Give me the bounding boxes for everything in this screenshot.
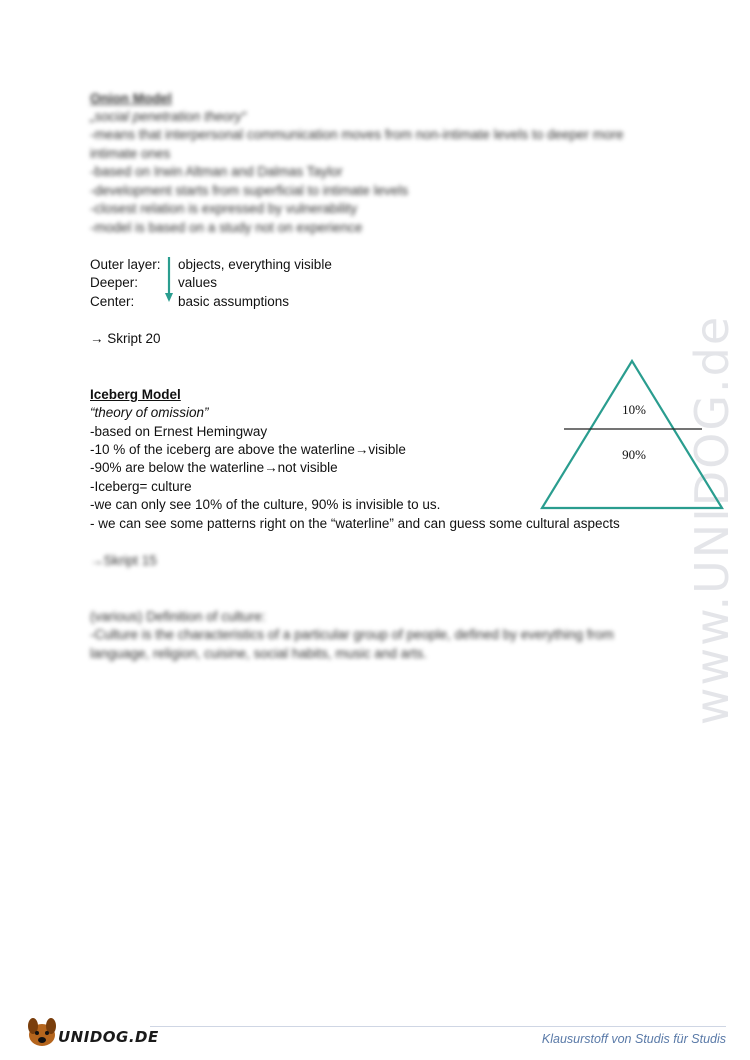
onion-bullet: -based on Irwin Altman and Dalmas Taylor [90, 164, 343, 179]
onion-bullet: -model is based on a study not on experience [90, 220, 363, 235]
footer-slogan: Klausurstoff von Studis für Studis [541, 1032, 726, 1046]
layer-value-deeper: values [178, 275, 218, 290]
label-10-percent: 10% [622, 402, 646, 417]
onion-bullet: -development starts from superficial to intimate levels [90, 183, 409, 198]
iceberg-bullet: -90% are below the waterline→not visible [90, 460, 338, 475]
down-arrow-icon [165, 257, 173, 303]
watermark: www.UNIDOG.de [685, 314, 739, 726]
iceberg-diagram [540, 358, 730, 513]
onion-title: Onion Model [90, 91, 172, 106]
label-90-percent: 90% [622, 447, 646, 462]
iceberg-subtitle: “theory of omission” [90, 405, 209, 420]
onion-bullet: -means that interpersonal communication moves from non-intimate levels to deeper more [90, 127, 624, 142]
dog-logo-icon [22, 1013, 62, 1049]
iceberg-triangle [542, 361, 722, 508]
iceberg-bullet: - we can see some patterns right on the “waterline” and can guess some cultural aspects [90, 516, 620, 531]
layer-value-outer: objects, everything visible [178, 257, 332, 272]
iceberg-bullet: -Iceberg= culture [90, 479, 192, 494]
iceberg-title: Iceberg Model [90, 387, 181, 402]
logo-text[interactable]: UNIDOG.DE [58, 1028, 159, 1046]
iceberg-bullet: -10 % of the iceberg are above the waterline→visible [90, 442, 406, 457]
definition-line: -Culture is the characteristics of a particular group of people, defined by everything from [90, 627, 614, 642]
footer-divider [150, 1026, 726, 1027]
layer-label-center: Center: [90, 294, 135, 309]
iceberg-bullet: -based on Ernest Hemingway [90, 424, 268, 439]
iceberg-reference: →Skript 15 [90, 553, 157, 568]
definition-line: language, religion, cuisine, social habits, music and arts. [90, 646, 427, 661]
layer-label-deeper: Deeper: [90, 275, 139, 290]
onion-reference: → Skript 20 [90, 331, 161, 346]
layer-label-outer: Outer layer: [90, 257, 161, 272]
onion-bullet: -closest relation is expressed by vulnerability [90, 201, 358, 216]
onion-subtitle: „social penetration theory“ [90, 109, 247, 124]
onion-bullet: intimate ones [90, 146, 171, 161]
layer-value-center: basic assumptions [178, 294, 290, 309]
definition-title: (various) Definition of culture: [90, 609, 266, 624]
iceberg-bullet: -we can only see 10% of the culture, 90% is invisible to us. [90, 497, 441, 512]
